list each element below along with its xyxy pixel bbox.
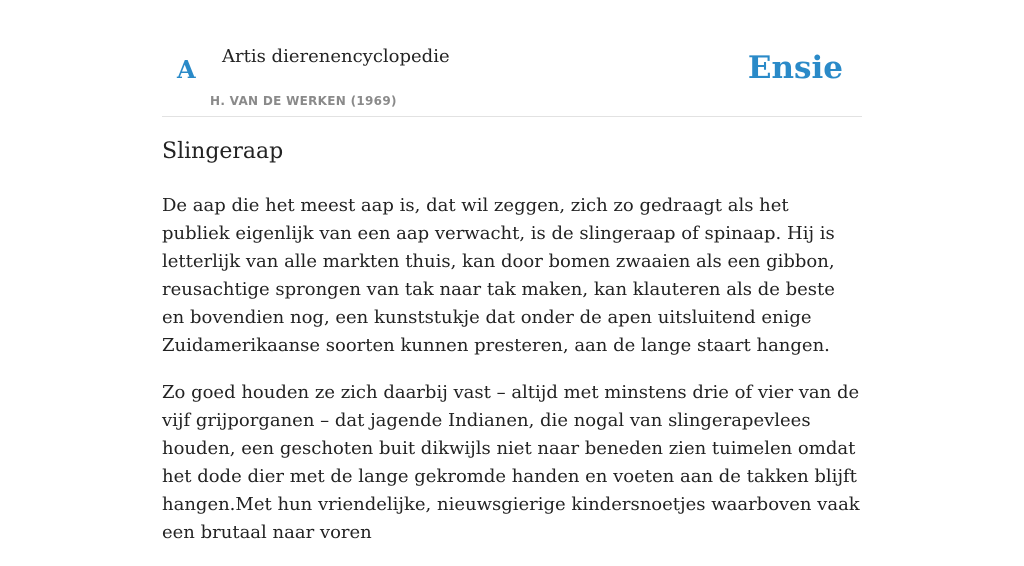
- entry-body: [162, 192, 862, 566]
- page-header: [162, 0, 862, 117]
- brand-logo[interactable]: Ensie: [747, 50, 843, 86]
- body-paragraph: De aap die het meest aap is, dat wil zeggen, zich zo gedraagt als het publiek eigenlijk van een aap verwacht, is de slingeraap of spinaap. Hij is letterlijk van alle markten thuis, kan door bomen zwaaien als een gibbon, reusachtige sprongen van tak naar tak maken, kan klauteren als de beste en bovendien nog, een kunststukje dat onder de apen uitsluitend enige Zuidamerikaanse soorten kunnen presteren, aan de lange staart hangen.: [162, 195, 835, 356]
- entry-title: Slingeraap: [162, 139, 284, 164]
- article-page: [162, 0, 862, 543]
- book-title[interactable]: Artis dierenencyclopedie: [222, 46, 450, 67]
- letter-index-link[interactable]: A: [177, 55, 196, 84]
- body-paragraph: Zo goed houden ze zich daarbij vast – altijd met minstens drie of vier van de vijf grijporganen – dat jagende Indianen, die nogal van slingerapevlees houden, een geschoten buit dikwijls niet naar beneden zien tuimelen omdat het dode dier met de lange gekromde handen en voeten aan de takken blijft hangen.Met hun vriendelijke, nieuwsgierige kindersnoetjes waarboven vaak een brutaal naar voren: [162, 382, 860, 543]
- author-label: H. VAN DE WERKEN (1969): [210, 94, 397, 108]
